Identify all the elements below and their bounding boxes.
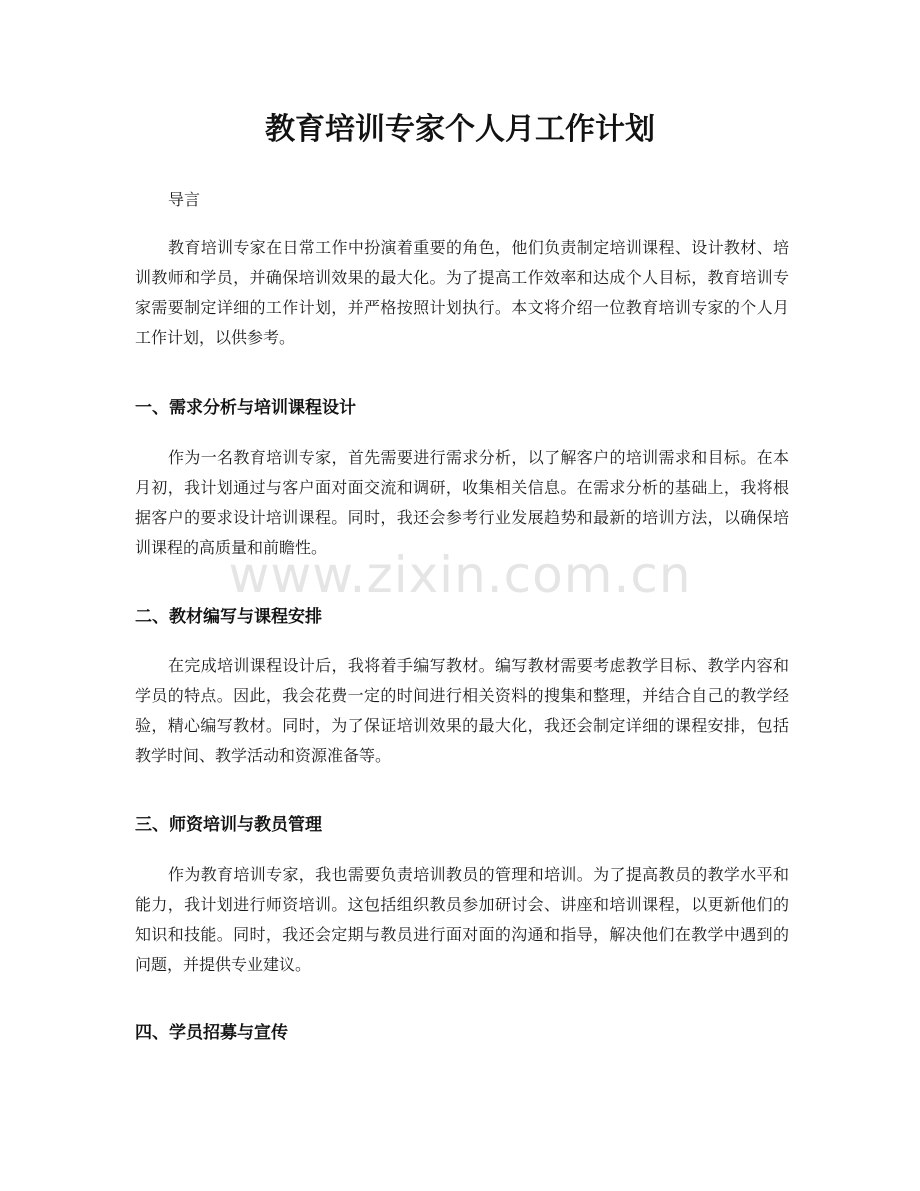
document-title: 教育培训专家个人月工作计划	[265, 112, 655, 147]
section-paragraph-3: 作为教育培训专家，我也需要负责培训教员的管理和培训。为了提高教员的教学水平和能力，我计划进行师资培训。这包括组织教员参加研讨会、讲座和培训课程，以更新他们的知识和技能。同时，我还会定期与教员进行面对面的沟通和指导，解决他们在教学中遇到的问题，并提供专业建议。	[135, 865, 789, 974]
intro-paragraph: 教育培训专家在日常工作中扮演着重要的角色，他们负责制定培训课程、设计教材、培训教师和学员，并确保培训效果的最大化。为了提高工作效率和达成个人目标，教育培训专家需要制定详细的工作计划，并严格按照计划执行。本文将介绍一位教育培训专家的个人月工作计划，以供参考。	[135, 238, 789, 347]
intro-label: 导言	[168, 190, 201, 209]
section-heading-4: 四、学员招募与宣传	[135, 1023, 288, 1043]
section-heading-2: 二、教材编写与课程安排	[135, 607, 322, 627]
section-paragraph-1: 作为一名教育培训专家，首先需要进行需求分析，以了解客户的培训需求和目标。在本月初，我计划通过与客户面对面交流和调研，收集相关信息。在需求分析的基础上，我将根据客户的要求设计培训课程。同时，我还会参考行业发展趋势和最新的培训方法，以确保培训课程的高质量和前瞻性。	[135, 448, 789, 557]
section-heading-1: 一、需求分析与培训课程设计	[135, 398, 356, 418]
section-paragraph-2: 在完成培训课程设计后，我将着手编写教材。编写教材需要考虑教学目标、教学内容和学员的特点。因此，我会花费一定的时间进行相关资料的搜集和整理，并结合自己的教学经验，精心编写教材。同时，为了保证培训效果的最大化，我还会制定详细的课程安排，包括教学时间、教学活动和资源准备等。	[135, 656, 789, 765]
watermark: www.zixin.com.cn	[228, 546, 692, 604]
section-heading-3: 三、师资培训与教员管理	[135, 815, 322, 835]
